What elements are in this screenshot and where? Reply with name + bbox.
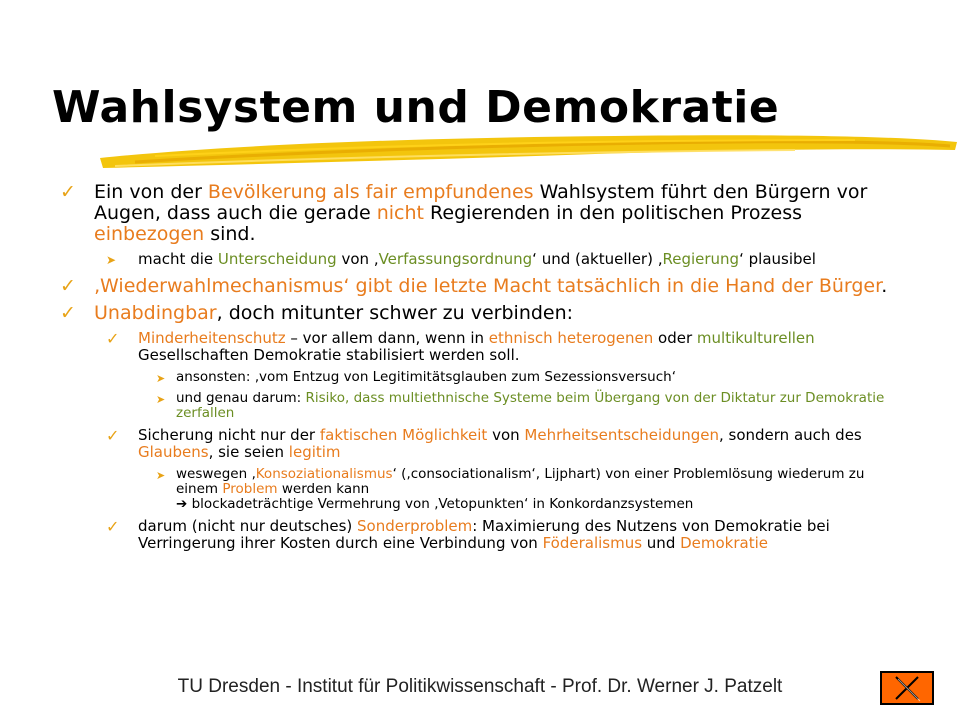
checkmark-icon: ✓ xyxy=(106,329,120,348)
subbullet-minderheitenschutz: ✓ Minderheitenschutz – vor allem dann, wenn in ethnisch heterogenen oder multikulturellen Gesellschaften Demokratie stabilisiert werden soll. xyxy=(106,329,815,364)
arrow-bullet-icon: ➤ xyxy=(156,372,166,385)
subbullet-sonderproblem: ✓ darum (nicht nur deutsches) Sonderproblem: Maximierung des Nutzens von Demokratie bei Verringerung ihrer Kosten durch eine Verbindung von Föderalismus und Demokratie xyxy=(106,517,830,552)
subsubbullet-risiko: ➤ und genau darum: Risiko, dass multiethnische Systeme beim Übergang von der Diktatur zur Demokratie zerfallen xyxy=(156,390,885,421)
bullet-unabdingbar: ✓ Unabdingbar, doch mitunter schwer zu verbinden: xyxy=(60,302,574,324)
checkmark-icon: ✓ xyxy=(60,181,76,203)
arrow-bullet-icon: ➤ xyxy=(156,469,166,482)
slide-title: Wahlsystem und Demokratie xyxy=(52,82,780,133)
exit-slideshow-icon xyxy=(882,673,932,703)
right-arrow-icon: ➔ xyxy=(176,496,188,512)
arrow-bullet-icon: ➤ xyxy=(106,253,117,267)
subbullet-sicherung: ✓ Sicherung nicht nur der faktischen Möglichkeit von Mehrheitsentscheidungen, sondern auch des Glaubens, sie seien legitim xyxy=(106,426,862,461)
checkmark-icon: ✓ xyxy=(60,302,76,324)
slide-content xyxy=(60,182,900,558)
checkmark-icon: ✓ xyxy=(106,426,120,445)
subsubbullet-konsoziationalismus: ➤ weswegen ‚Konsoziationalismus‘ (‚consociationalism‘, Lijphart) von einer Problemlösung wiederum zu einem Problem werden kann ➔ blockadeträchtige Vermehrung von ‚Vetopunkten‘ in Konkordanzsystemen xyxy=(156,466,865,512)
arrow-bullet-icon: ➤ xyxy=(156,393,166,406)
exit-slideshow-button[interactable] xyxy=(880,671,934,705)
checkmark-icon: ✓ xyxy=(60,275,76,297)
subbullet-unterscheidung: ➤ macht die Unterscheidung von ‚Verfassungsordnung‘ und (aktueller) ‚Regierung‘ plausibel xyxy=(106,250,816,268)
bullet-wiederwahl: ✓ ‚Wiederwahlmechanismus‘ gibt die letzte Macht tatsächlich in die Hand der Bürger. xyxy=(60,275,888,297)
brush-stroke-underline xyxy=(95,128,960,176)
checkmark-icon: ✓ xyxy=(106,517,120,536)
slide-footer: TU Dresden - Institut für Politikwissenschaft - Prof. Dr. Werner J. Patzelt xyxy=(177,676,783,697)
bullet-fair-wahlsystem: ✓ Ein von der Bevölkerung als fair empfundenes Wahlsystem führt den Bürgern vor Augen, dass auch die gerade nicht Regierenden in den politischen Prozess einbezogen sind. xyxy=(60,181,868,245)
subsubbullet-ansonsten: ➤ ansonsten: ‚vom Entzug von Legitimitätsglauben zum Sezessionsversuch‘ xyxy=(156,369,677,385)
